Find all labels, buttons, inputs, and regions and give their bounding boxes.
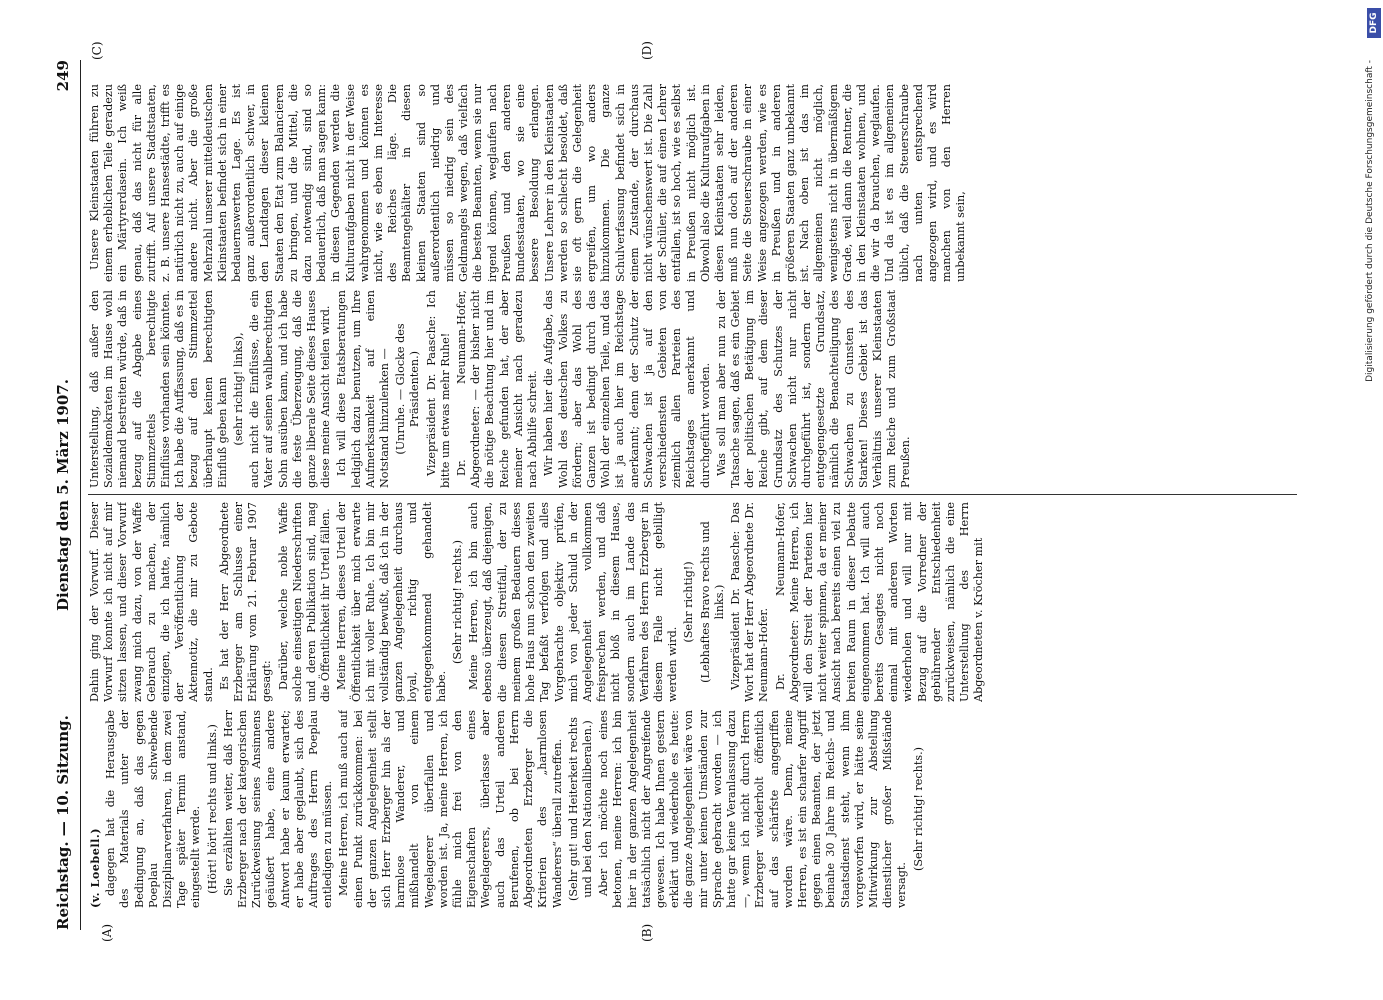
- paragraph: Es hat der Herr Abgeordnete Erzberger am Schlusse einer Erklärung vom 21. Februar 1907 gesagt:: [217, 502, 274, 702]
- interjection: (Unruhe. — Glocke des Präsidenten.): [394, 323, 422, 455]
- interjection: (Sehr richtig! rechts.): [911, 746, 925, 872]
- column-separator: [88, 494, 1297, 495]
- credit-text: Digitalisierung gefördert durch die Deutsche Forschungsgemeinschaft -: [1365, 60, 1375, 382]
- text-column-1: [88, 710, 1297, 908]
- paragraph: Unterstellung, daß außer den Sozialdemokraten im Hause wohl niemand bestreiten würde, daß in bezug auf die Abgabe eines Stimmzettels berechtigte Einflüsse vorhanden sein könnten. Ich habe die Auffassung, daß es in bezug auf den Stimmzettel überhaupt keinen berechtigten Einfluß geben kann: [88, 290, 229, 488]
- margin-marker-a: (A): [100, 923, 114, 942]
- paragraph: Dr. Neumann-Hofer, Abgeordneter: Meine Herren, ich will den Streit der Parteien hier nicht weiter spinnen, da er meiner Ansicht nach bereits einen viel zu breiten Raum in dieser Debatte eingenommen hat. Ich will auch bereits Gesagtes nicht noch einmal mit anderen Worten wiederholen und will nur mit Bezug auf die Vorredner der gebührender Entschiedenheit zurückweisen, nämlich die eine Unterstellung des Herrn Abgeordneten v. Kröcher mit: [773, 502, 986, 702]
- dfg-logo-icon: [1367, 8, 1381, 38]
- paragraph: Ich will diese Etatsberatungen lediglich dazu benutzen, um Ihre Aufmerksamkeit auf einen Notstand hinzulenken —: [335, 290, 392, 488]
- interjection: (Sehr richtig! rechts.): [451, 539, 465, 665]
- paragraph: Sie erzählten weiter, daß Herr Erzberger nach der kategorischen Zurückweisung seines Ansinnens geäußert habe, eine andere Antwort habe er kaum erwartet; er habe aber geglaubt, sich des Auftrages des Herrn Poeplau entledigen zu müssen.: [221, 710, 335, 908]
- chair-statement: Vizepräsident Dr. Paasche: Das Wort hat der Herr Abgeordnete Dr. Neumann-Hofer.: [728, 502, 771, 702]
- chair-statement: Vizepräsident Dr. Paasche: Ich bitte um etwas mehr Ruhe!: [424, 290, 452, 488]
- header-left-title: Reichstag. — 10. Sitzung.: [54, 715, 72, 930]
- header-date: Dienstag den 5. März 1907.: [54, 379, 72, 611]
- paragraph: Was soll man aber nun zu der Tatsache sagen, daß es ein Gebiet der politischen Betätigung im Reiche gibt, auf dem dieser Grundsatz des Schutzes der Schwachen nicht nur nicht durchgeführt ist, sondern der entgegengesetzte Grundsatz, nämlich die Benachteiligung des Schwachen zu Gunsten des Starken! Dieses Gebiet ist das Verhältnis unserer Kleinstaaten zum Reiche und zum Großstaat Preußen.: [714, 290, 913, 488]
- page-number: 249: [54, 60, 72, 92]
- interjection: (sehr richtig! links),: [232, 332, 246, 446]
- digitization-credit: [1365, 60, 1375, 800]
- margin-marker-b: (B): [640, 923, 654, 942]
- header-rule: [80, 60, 81, 930]
- paragraph: Meine Herren, dieses Urteil der Öffentlichkeit über mich erwarte ich mit voller Ruhe. Ich bin mir vollständig bewußt, daß ich in der ganzen Angelegenheit durchaus loyal, richtig und entgegenkommend gehandelt habe.: [335, 502, 448, 702]
- paragraph: Dr. Neumann-Hofer, Abgeordneter: — der bisher nicht die nötige Beachtung hier und im Reiche gefunden hat, der aber meiner Ansicht nach geradezu nach Abhilfe schreit.: [455, 290, 540, 488]
- text-column-2: [88, 502, 1297, 702]
- speaker-tag: (v. Loebell.): [88, 827, 102, 908]
- paragraph: Unsere Kleinstaaten führen zu einem erheblichen Teile geradezu ein Märtyrerdasein. Ich weiß genau, daß das nicht für alle zutrifft. Auf unsere Stadtstaaten, z. B. unsere Hansestädte, trifft es natürlich nicht zu, auch auf einige andere nicht. Aber die große Mehrzahl unserer mitteldeutschen Kleinstaaten befindet sich in einer bedauernswerten Lage. Es ist ganz außerordentlich schwer, in den Landtagen dieser kleinen Staaten den Etat zum Balancieren zu bringen, und die Mittel, die dazu notwendig sind, sind so bedauerlich, daß man sagen kann: in diesen Gegenden werden die Kulturaufgaben nicht in der Weise wahrgenommen und können es nicht, wie es eben im Interesse des Reiches läge. Die Beamtengehälter in diesen kleinen Staaten sind so außerordentlich niedrig und müssen so niedrig sein des Geldmangels wegen, daß vielfach die besten Beamten, wenn sie nur irgend können, weglaufen nach Preußen und den anderen Bundesstaaten, wo sie eine bessere Besoldung erlangen. Unsere Lehrer in den Kleinstaaten werden so schlecht besoldet, daß sie oft gern die Gelegenheit ergreifen, um wo anders hinzukommen. Die ganze Schulverfassung befindet sich in einem Zustande, der durchaus nicht wünschenswert ist. Die Zahl der Schüler, die auf einen Lehrer entfallen, ist so hoch, wie es selbst in Preußen nicht möglich ist. Obwohl also die Kulturaufgaben in diesen Kleinstaaten sehr leiden, muß nun doch auf der anderen Seite die Steuerschraube in einer Weise angezogen werden, wie es in Preußen und in anderen größeren Staaten ganz unbekannt ist. Nach oben ist das im allgemeinen nicht möglich, wenigstens nicht in übermäßigem Grade, weil dann die Rentner, die in den Kleinstaaten wohnen, und die wir da brauchen, weglaufen. Und da ist es im allgemeinen üblich, daß die Steuerschraube nach unten entsprechend angezogen wird, und es wird manchen von den Herren unbekannt sein,: [88, 84, 968, 282]
- paragraph: Wir haben hier die Aufgabe, das Wohl des deutschen Volkes zu fördern; aber das Wohl des Ganzen ist bedingt durch das Wohl der einzelnen Teile, und das ist ja auch hier im Reichstage anerkannt; denn der Schutz der Schwachen ist ja auf den verschiedensten Gebieten von ziemlich allen Parteien des Reichstages anerkannt und durchgeführt worden.: [542, 290, 712, 488]
- logo-text: DFG: [1369, 12, 1379, 34]
- text-column-4: [88, 84, 1297, 282]
- paragraph: Meine Herren, ich bin auch ebenso überzeugt, daß diejenigen, die diesen Streitfall, der zu meinem großen Bedauern dieses hohe Haus nun schon den zweiten Tag befaßt verfolgen und alles Vorgebrachte objektiv prüfen, mich von jeder Schuld in der Angelegenheit vollkommen freisprechen werden, und daß nicht bloß in diesem Hause, sondern auch im Lande das Verfahren des Herrn Erzberger in diesem Falle nicht gebilligt werden wird.: [467, 502, 680, 702]
- margin-marker-d: (D): [640, 41, 654, 60]
- margin-marker-c: (C): [90, 41, 104, 60]
- interjection: (Sehr gut! und Heiterkeit rechts und bei den Nationalliberalen.): [566, 717, 594, 901]
- interjection: (Sehr richtig!): [682, 561, 696, 643]
- quotation: Darüber, welche noble Waffe solche einseitigen Niederschriften und deren Publikation sind, mag die Öffentlichkeit ihr Urteil fällen.: [276, 502, 333, 702]
- interjection: (Lebhaftes Bravo rechts und links.): [698, 521, 726, 683]
- interjection: (Hört! hört! rechts und links.): [205, 724, 219, 894]
- paragraph: dagegen hat die Herausgabe des Materials unter der Bedingung an, daß das gegen Poeplau schwebende Disziplinarverfahren, in dem zwei Tage später Termin anstand, eingestellt werde.: [104, 710, 203, 908]
- text-column-3: [88, 290, 1297, 488]
- paragraph: Aber ich möchte noch eines betonen, meine Herren: ich bin hier in der ganzen Angelegenheit tatsächlich nicht der Angreifende gewesen. Ich habe Ihnen gestern erklärt und wiederhole es heute: die ganze Angelegenheit wäre von mir unter keinen Umständen zur Sprache gebracht worden — ich hatte gar keine Veranlassung dazu —, wenn ich nicht durch Herrn Erzberger wiederholt öffentlich auf das schärfste angegriffen worden wäre. Denn, meine Herren, es ist ein scharfer Angriff gegen einen Beamten, der jetzt beinahe 30 Jahre im Reichs- und Staatsdienst steht, wenn ihm vorgeworfen wird, er hätte seine Mitwirkung zur Abstellung dienstlicher großer Mißstände versagt.: [597, 710, 909, 908]
- paragraph: Dahin ging der Vorwurf. Dieser Vorwurf konnte ich nicht auf mir sitzen lassen, und dieser Vorwurf zwang mich dazu, von der Waffe Gebrauch zu machen, der einzigen, die ich hatte, nämlich der Veröffentlichung der Aktennotiz, die mir zu Gebote stand.: [88, 502, 215, 702]
- paragraph: auch nicht die Einflüsse, die ein Vater auf seinen wahlberechtigten Sohn ausüben kann, und ich habe die feste Überzeugung, daß die ganze liberale Seite dieses Hauses diese meine Ansicht teilen wird.: [248, 290, 333, 488]
- paragraph: Meine Herren, ich muß auch auf einen Punkt zurückkommen: bei der ganzen Angelegenheit stellt sich Herr Erzberger hin als der harmlose Wanderer, und mißhandelt von einem Wegelagerer überfallen und worden ist. Ja, meine Herren, ich fühle mich frei von den Eigenschaften eines Wegelagerers, überlasse aber auch das Urteil anderen Berufenen, ob bei Herrn Abgeordneten Erzberger die Kriterien des „harmlosen Wanderers“ überall zutreffen.: [337, 710, 564, 908]
- page-header: [52, 60, 78, 930]
